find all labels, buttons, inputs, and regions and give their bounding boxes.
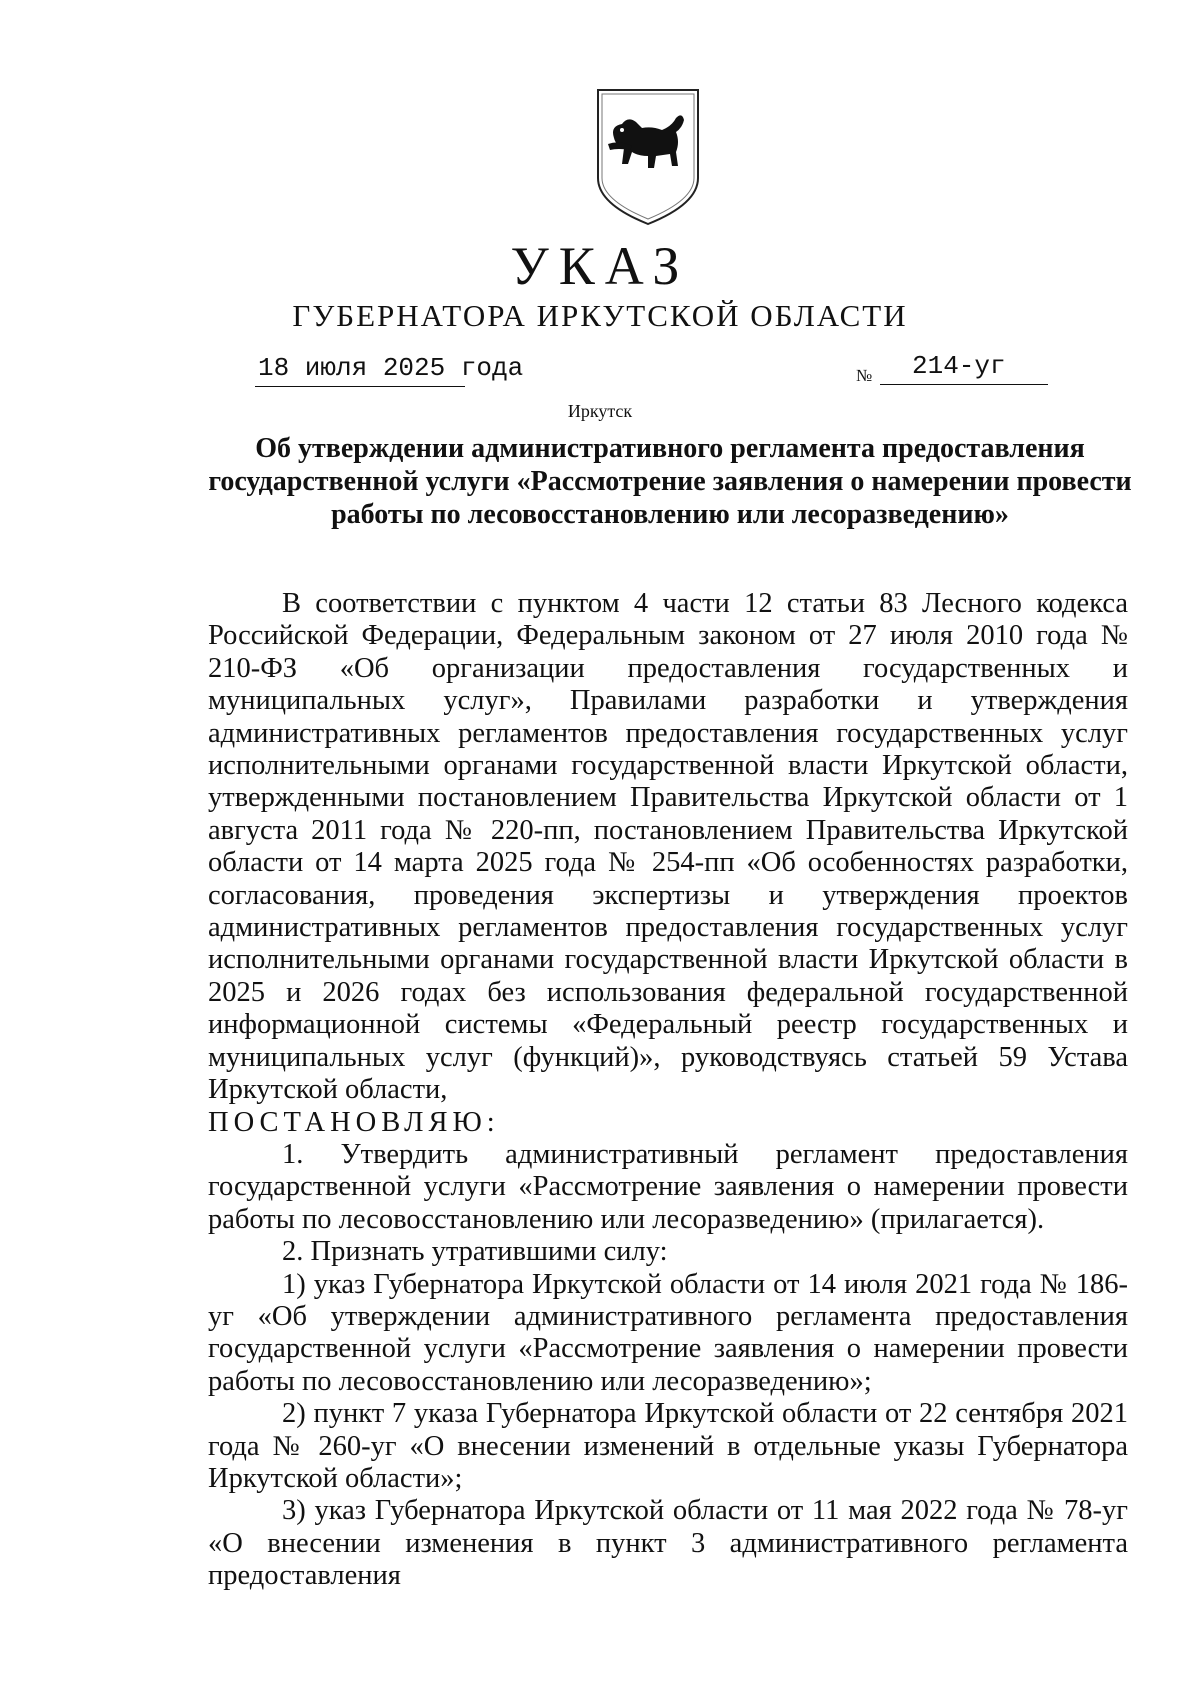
document-date: 18 июля 2025 года xyxy=(258,353,524,383)
item-paragraph: 2. Признать утратившими силу: xyxy=(282,1236,668,1268)
date-underline xyxy=(255,386,465,387)
document-number: 214-уг xyxy=(912,351,1006,381)
document-issuer: ГУБЕРНАТОРА ИРКУТСКОЙ ОБЛАСТИ xyxy=(292,298,908,333)
preamble-paragraph: В соответствии с пунктом 4 части 12 статьи 83 Лесного кодекса Российской Федерации, Федеральным законом от 27 июля 2010 года № 210-ФЗ «Об организации предоставления государственных и муниципальных услуг», Правилами разработки и утверждения административных регламентов предоставления государственных услуг исполнительными органами государственной власти Иркутской области, утвержденными постановлением Правительства Иркутской области от 1 августа 2011 года № 220-пп, постановлением Правительства Иркутской области от 14 марта 2025 года № 254-пп «Об особенностях разработки, согласования, проведения экспертизы и утверждения проектов административных регламентов предоставления государственных услуг исполнительными органами государственной власти Иркутской области в 2025 и 2026 годах без использования федеральной государственной информационной системы «Федеральный реестр государственных и муниципальных услуг (функций)», руководствуясь статьей 59 Устава Иркутской области, xyxy=(208,588,1128,1106)
item-paragraph: 3) указ Губернатора Иркутской области от 11 мая 2022 года № 78-уг «О внесении изменения в пункт 3 административного регламента предоставления xyxy=(208,1495,1128,1592)
decree-word: ПОСТАНОВЛЯЮ: xyxy=(208,1106,500,1138)
item-paragraph: 1. Утвердить административный регламент предоставления государственной услуги «Рассмотрение заявления о намерении провести работы по лесовосстановлению или лесоразведению» (прилагается). xyxy=(208,1138,1128,1235)
document-heading: Об утверждении административного регламента предоставления государственной услуги «Рассмотрение заявления о намерении провести работы по лесовосстановлению или лесоразведению» xyxy=(208,433,1132,530)
document-city: Иркутск xyxy=(567,401,633,421)
document-body xyxy=(208,588,1128,1593)
item-paragraph: 1) указ Губернатора Иркутской области от 14 июля 2021 года № 186-уг «Об утверждении административного регламента предоставления государственной услуги «Рассмотрение заявления о намерении провести работы по лесовосстановлению или лесоразведению»; xyxy=(208,1268,1128,1397)
number-underline xyxy=(880,384,1048,385)
document-title: УКАЗ xyxy=(510,236,690,296)
item-paragraph: 2) пункт 7 указа Губернатора Иркутской области от 22 сентября 2021 года № 260-уг «О внесении изменений в отдельные указы Губернатора Иркутской области»; xyxy=(208,1398,1128,1494)
number-sign: № xyxy=(856,366,873,385)
irkutsk-coat-of-arms-icon xyxy=(592,86,704,228)
